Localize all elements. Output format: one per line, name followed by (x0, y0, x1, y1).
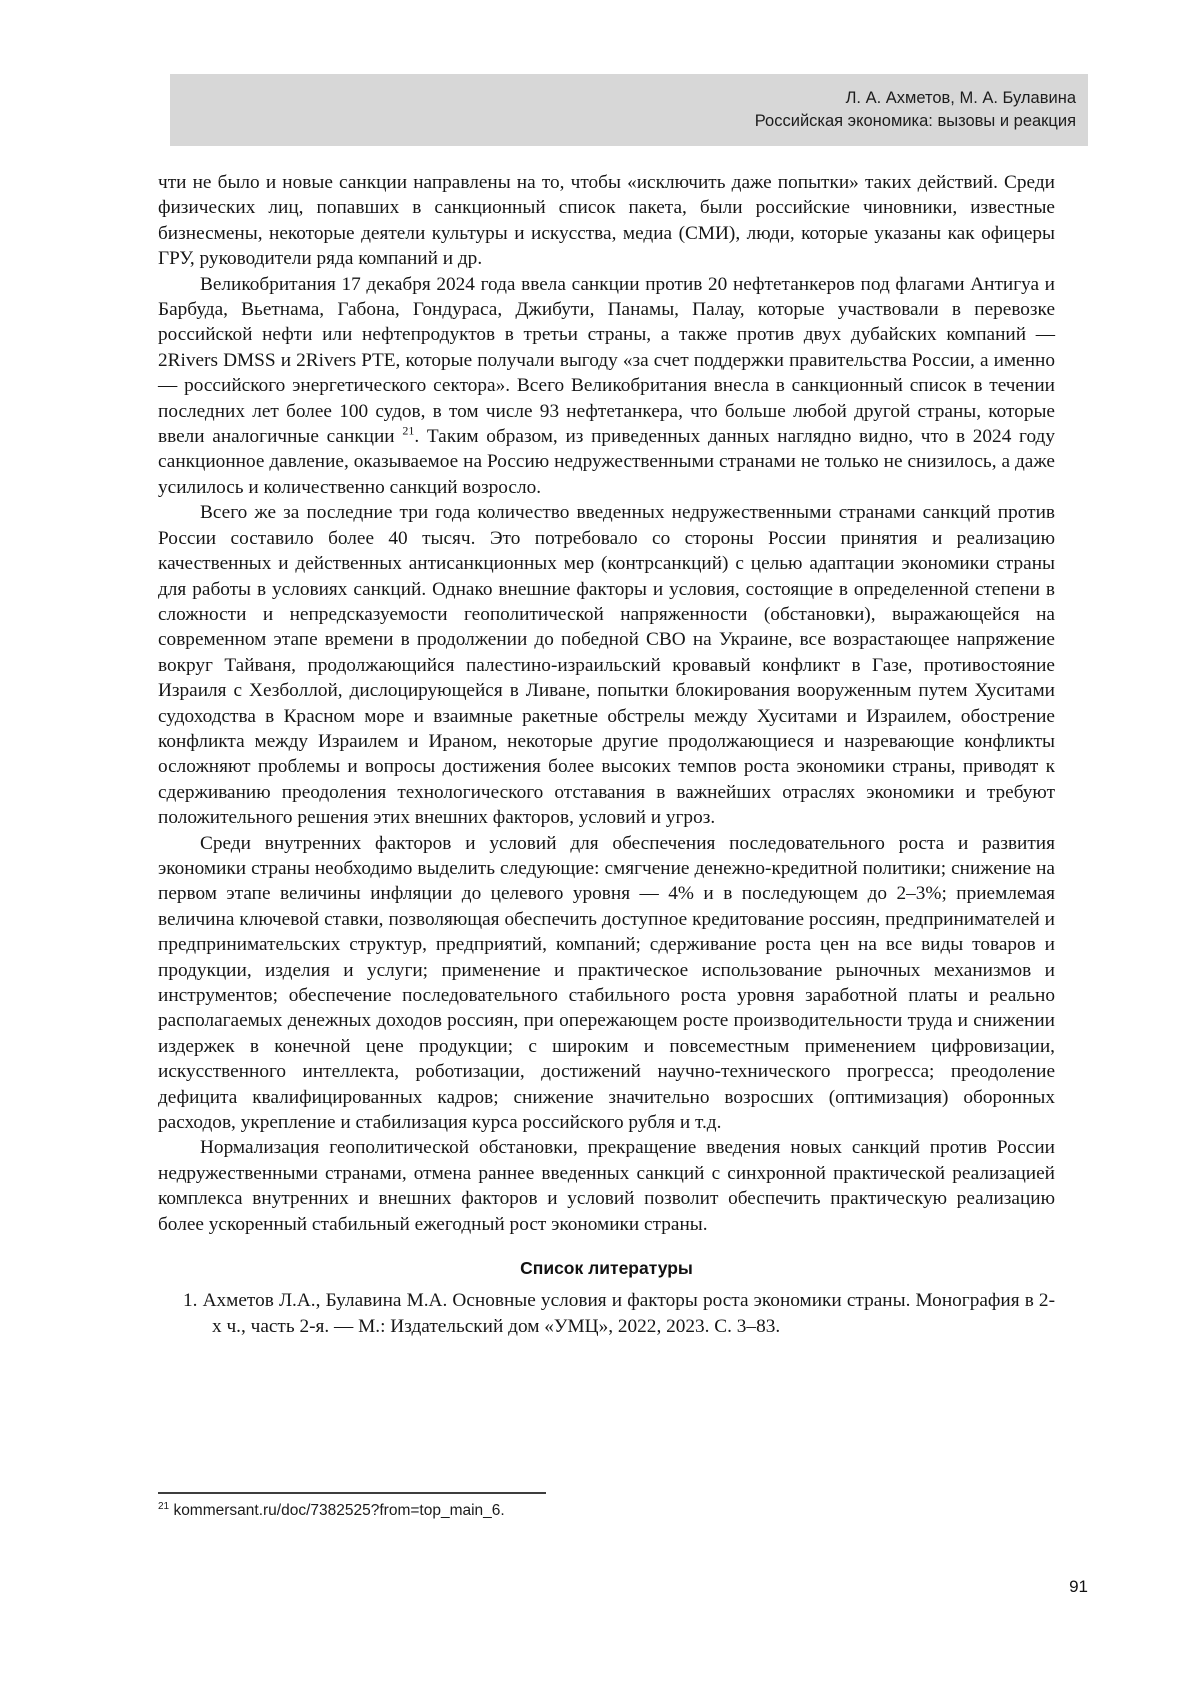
paragraph-text: Великобритания 17 декабря 2024 года ввела санкции против 20 нефтетанкеров под флагами Антигуа и Барбуда, Вьетнама, Габона, Гондураса, Джибути, Панамы, Палау, которые участвовали в перевозке российской нефти или нефтепродуктов в третьи страны, а также против двух дубайских компаний — 2Rivers DMSS и 2Rivers PTE, которые получали выгоду «за счет поддержки правительства России, а именно — российского энергетического сектора». Всего Великобритания внесла в санкционный список в течении последних лет более 100 судов, в том числе 93 нефтетанкера, что больше любой другой страны, которые ввели аналогичные санкции (158, 273, 1055, 448)
article-body (158, 170, 1055, 1339)
body-paragraph: чти не было и новые санкции направлены на то, чтобы «исключить даже попытки» таких действий. Среди физических лиц, попавших в санкционный список пакета, были российские чиновники, известные бизнесмены, некоторые деятели культуры и искусства, медиа (СМИ), люди, которые указаны как офицеры ГРУ, руководители ряда компаний и др. (158, 172, 1055, 270)
footnote-divider (158, 1492, 546, 1494)
body-paragraph: Всего же за последние три года количество введенных недружественными странами санкций против России составило более 40 тысяч. Это потребовало со стороны России принятия и реализацию качественных и действенных антисанкционных мер (контрсанкций) с целью адаптации экономики страны для работы в условиях санкций. Однако внешние факторы и условия, состоящие в определенной степени в сложности и непредсказуемости геополитической напряженности (обстановки), выражающейся на современном этапе времени в продолжении до победной СВО на Украине, все возрастающее напряжение вокруг Тайваня, продолжающийся палестино-израильский кровавый конфликт в Газе, противостояние Израиля с Хезболлой, дислоцирующейся в Ливане, попытки блокирования вооруженным путем Хуситами судоходства в Красном море и взаимные ракетные обстрелы между Хуситами и Израилем, обострение конфликта между Израилем и Ираном, некоторые другие продолжающиеся и назревающие конфликты осложняют проблемы и вопросы достижения более высоких темпов роста экономики страны, приводят к сдерживанию преодоления технологического отставания в важнейших отраслях экономики и требуют положительного решения этих внешних факторов, условий и угроз. (158, 502, 1055, 829)
header-authors: Л. А. Ахметов, М. А. Булавина (845, 89, 1076, 107)
paragraph-text: . Таким образом, из приведенных данных наглядно видно, что в 2024 году санкционное давление, оказываемое на Россию недружественными странами не только не снизилось, а даже усилилось и количественно санкций возросло. (158, 426, 1055, 498)
body-paragraph (158, 272, 1055, 501)
body-paragraph: Среди внутренних факторов и условий для обеспечения последовательного роста и развития экономики страны необходимо выделить следующие: смягчение денежно-кредитной политики; снижение на первом этапе величины инфляции до целевого уровня — 4% и в последующем до 2–3%; приемлемая величина ключевой ставки, позволяющая обеспечить доступное кредитование россиян, предпринимателей и предпринимательских структур, предприятий, компаний; сдерживание роста цен на все виды товаров и продукции, изделия и услуги; применение и практическое использование рыночных механизмов и инструментов; обеспечение последовательного стабильного роста уровня заработной платы и реально располагаемых денежных доходов россиян, при опережающем росте производительности труда и снижении издержек в конечной цене продукции; с широким и повсеместным применением цифровизации, искусственного интеллекта, роботизации, достижений научно-технического прогресса; преодоление дефицита квалифицированных кадров; снижение значительно возросших (оптимизация) оборонных расходов, укрепление и стабилизация курса российского рубля и т.д. (158, 832, 1055, 1134)
footnote (158, 1492, 678, 1521)
body-paragraph: Нормализация геополитической обстановки, прекращение введения новых санкций против России недружественными странами, отмена раннее введенных санкций с синхронной практической реализацией комплекса внутренних и внешних факторов и условий позволит обеспечить практическую реализацию более ускоренный стабильный ежегодный рост экономики страны. (158, 1137, 1055, 1235)
reference-number: 1. (183, 1290, 198, 1312)
reference-item (158, 1288, 1055, 1339)
running-header (170, 74, 1088, 146)
references-heading: Список литературы (520, 1258, 693, 1279)
footnote-line (158, 1501, 678, 1521)
body-text-block (158, 170, 1055, 1237)
header-article-title: Российская экономика: вызовы и реакция (754, 112, 1076, 130)
footnote-reference-mark: 21 (402, 423, 415, 438)
references-list (158, 1288, 1055, 1339)
reference-text: Ахметов Л.А., Булавина М.А. Основные условия и факторы роста экономики страны. Монография в 2-х ч., часть 2-я. — М.: Издательский дом «УМЦ», 2022, 2023. С. 3–83. (202, 1290, 1055, 1337)
page-number: 91 (1069, 1577, 1088, 1596)
footnote-url: kommersant.ru/doc/7382525?from=top_main_6. (173, 1502, 505, 1519)
footnote-mark: 21 (158, 1500, 170, 1512)
